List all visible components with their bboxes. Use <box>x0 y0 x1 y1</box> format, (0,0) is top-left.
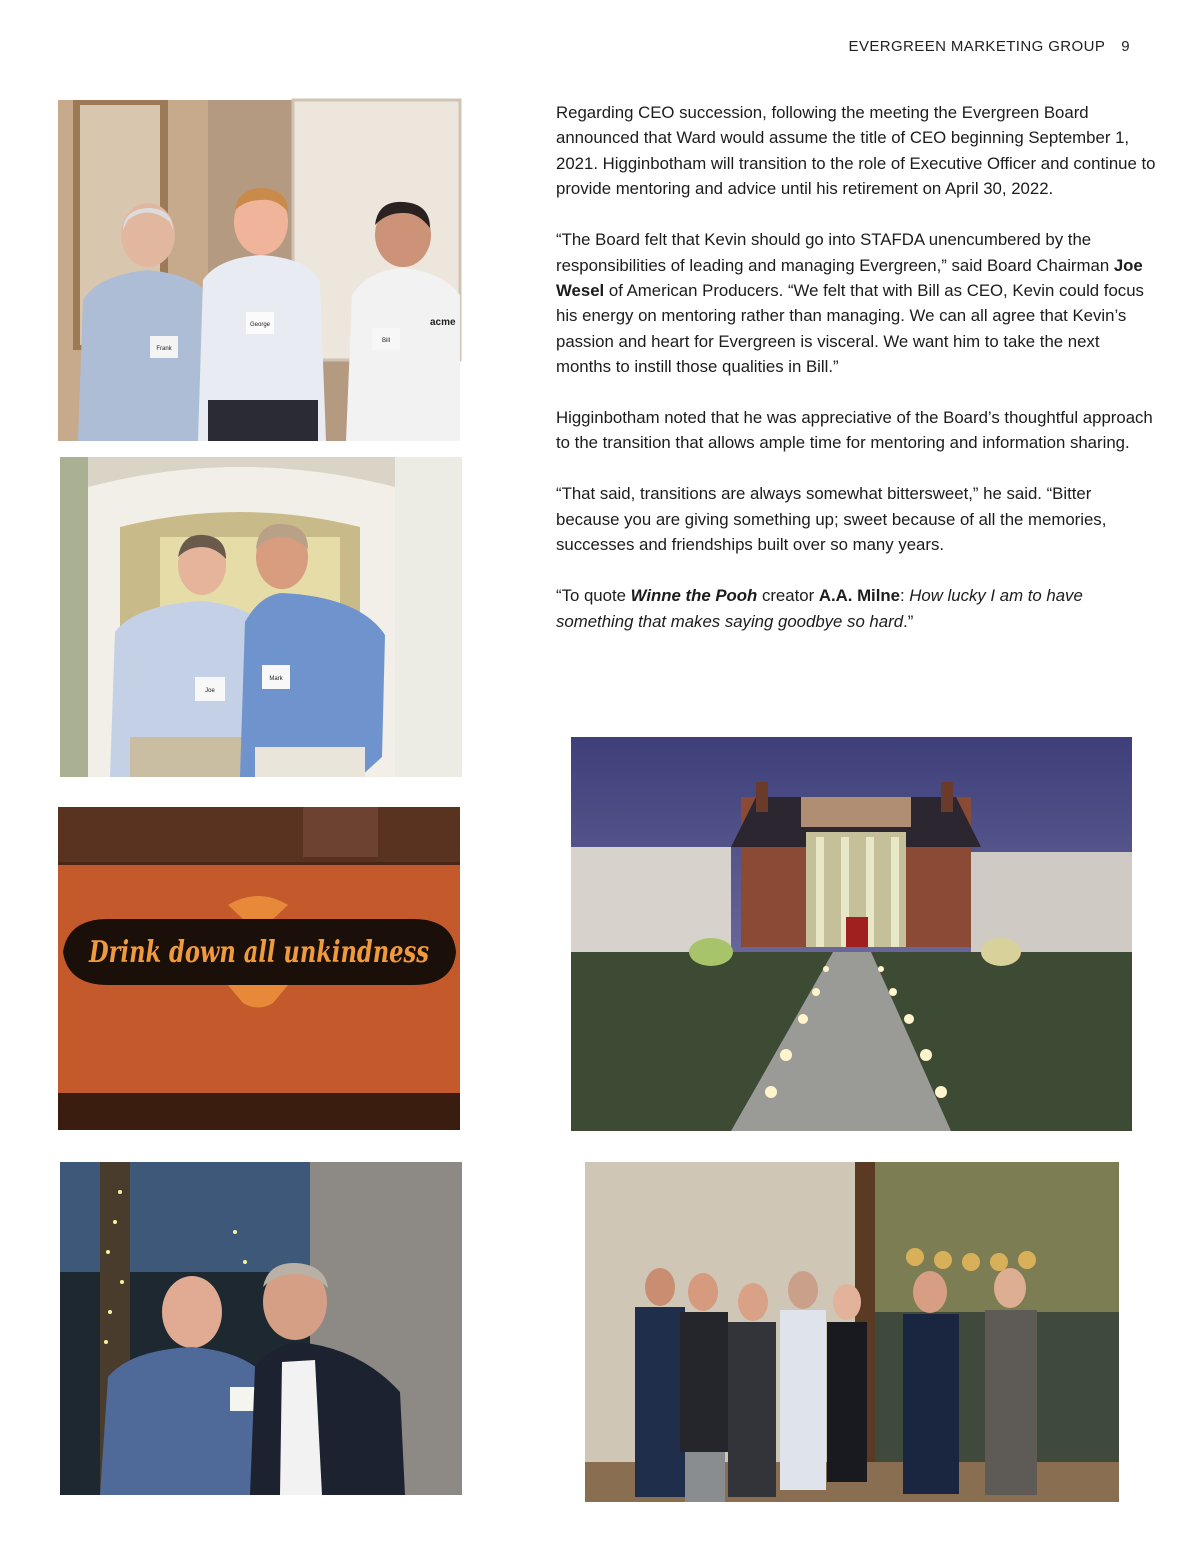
page-number: 9 <box>1121 38 1130 55</box>
chairman-name: Joe Wesel <box>556 255 1143 300</box>
text-span: .” <box>903 611 914 631</box>
shirt-logo: acme <box>430 317 456 328</box>
text-span: of American Producers. “We felt that with Bill as CEO, Kevin could focus his energy on mentoring rather than managing. We can all agree that Kevin’s passion and heart for Evergreen is visceral. We want him to take the next months to instill those qualities in Bill.” <box>556 280 1144 377</box>
badge-joe: Joe <box>205 688 215 694</box>
badge-bill: Bill <box>381 338 391 344</box>
photo-group-seven <box>585 1162 1119 1502</box>
paragraph-bittersweet: “That said, transitions are always somewhat bittersweet,” he said. “Bitter because you are giving something up; sweet because of all the memories, successes and friendships built over so many years. <box>556 484 1107 555</box>
article-body <box>556 100 1156 659</box>
sign-text: Drink down all unkindness <box>88 935 430 970</box>
photo-two-men-doorway <box>60 457 462 777</box>
paragraph-board-quote <box>556 227 1156 379</box>
paragraph-milne-quote <box>556 583 1156 634</box>
badge-mark: Mark <box>269 676 283 682</box>
text-span: “The Board felt that Kevin should go into STAFDA unencumbered by the responsibilities of leading and managing Evergreen,” said Board Chairman <box>556 230 1114 275</box>
text-span: “To quote <box>556 586 631 606</box>
photo-two-men-outdoors <box>60 1162 462 1495</box>
text-span: creator <box>757 586 819 606</box>
author-name: A.A. Milne <box>818 586 900 606</box>
paragraph-succession: Regarding CEO succession, following the meeting the Evergreen Board announced that Ward would assume the title of CEO beginning September 1, 2021. Higginbotham will transition to the role of Executive Officer and continue to provide mentoring and advice until his retirement on April 30, 2022. <box>556 103 1156 199</box>
badge-george: George <box>249 322 271 328</box>
photo-three-men <box>58 100 460 441</box>
photo-mansion-night <box>571 737 1132 1131</box>
page-header <box>849 38 1130 55</box>
badge-frank: Frank <box>156 346 172 352</box>
publication-name: EVERGREEN MARKETING GROUP <box>848 38 1106 55</box>
text-span: : <box>899 586 910 606</box>
paragraph-appreciation: Higginbotham noted that he was appreciative of the Board’s thoughtful approach to the transition that allows ample time for mentoring and information sharing. <box>556 408 1153 453</box>
milne-quote: How lucky I am to have something that makes saying goodbye so hard <box>556 586 1083 631</box>
photo-carved-sign <box>58 807 460 1130</box>
book-title: Winne the Pooh <box>630 586 758 606</box>
